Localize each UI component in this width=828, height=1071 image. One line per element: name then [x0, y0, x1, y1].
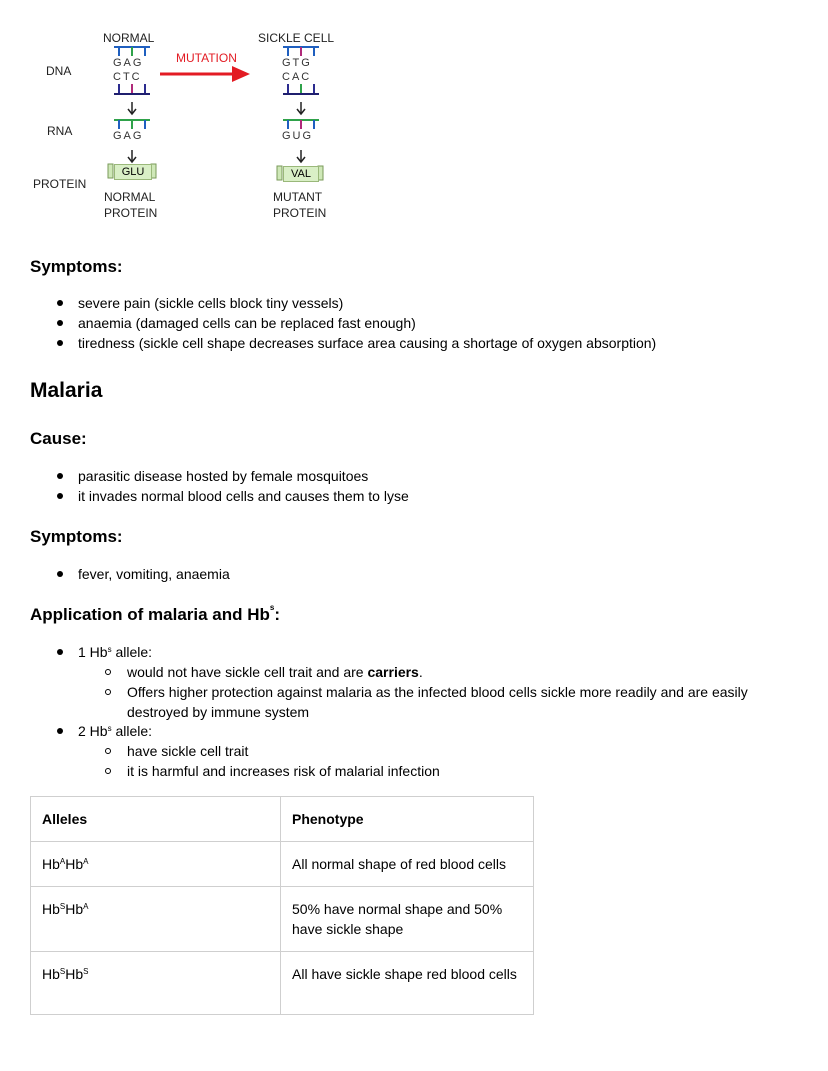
header-phenotype: Phenotype: [281, 797, 534, 842]
normal-protein-line2: PROTEIN: [104, 206, 158, 220]
rna-row-label: RNA: [47, 124, 73, 138]
normal-rna-strand: [114, 120, 150, 129]
normal-column-label: NORMAL: [103, 31, 155, 45]
list-item: anaemia (damaged cells can be replaced fast enough): [30, 313, 810, 333]
dna-strand-graphics: [0, 0, 420, 230]
phenotype-cell: All normal shape of red blood cells: [281, 842, 534, 887]
one-allele-sublist: [30, 662, 800, 722]
list-item: it invades normal blood cells and causes them to lyse: [30, 486, 810, 506]
normal-dna-top-strand: [114, 47, 150, 56]
table-row: [31, 887, 534, 952]
allele-cell: $Hb^SHb^S$: [31, 952, 281, 1015]
sickle-rna-strand: [283, 120, 319, 129]
dna-row-label: DNA: [46, 64, 72, 78]
list-item: severe pain (sickle cells block tiny vessels): [30, 293, 810, 313]
list-item-one-allele: 1 Hb$^s$ allele:: [30, 642, 810, 662]
sickle-rna-sequence: GUG: [282, 130, 314, 142]
sickle-dna-bottom-sequence: CAC: [282, 71, 312, 83]
list-item: Offers higher protection against malaria as the infected blood cells sickle more readily and are easily destroyed by immune system: [30, 682, 800, 722]
normal-dna-bottom-strand: [114, 84, 150, 94]
list-item: parasitic disease hosted by female mosquitoes: [30, 466, 810, 486]
two-allele-sublist: [30, 741, 800, 781]
table-row: [31, 842, 534, 887]
mutation-label: MUTATION: [176, 51, 237, 65]
alleles-phenotype-table: [30, 796, 534, 1015]
sickle-dna-top-sequence: GTG: [282, 57, 312, 69]
allele-cell: $Hb^AHb^A$: [31, 842, 281, 887]
malaria-title: Malaria: [30, 379, 103, 402]
phenotype-cell: All have sickle shape red blood cells: [281, 952, 534, 1015]
phenotype-cell: 50% have normal shape and 50% have sickle shape: [281, 887, 534, 952]
protein-row-label: PROTEIN: [33, 177, 87, 191]
sickle-cell-column-label: SICKLE CELL: [258, 31, 335, 45]
malaria-symptoms-heading: Symptoms:: [30, 527, 123, 546]
cause-heading: Cause:: [30, 429, 87, 448]
application-list: [30, 642, 810, 662]
normal-amino-acid-box: GLU: [114, 164, 152, 180]
header-alleles: Alleles: [31, 797, 281, 842]
cause-list: [30, 466, 810, 506]
list-item: tiredness (sickle cell shape decreases surface area causing a shortage of oxygen absorption): [30, 333, 810, 353]
normal-dna-top-sequence: GAG: [113, 57, 144, 69]
mutant-protein-line2: PROTEIN: [273, 206, 327, 220]
list-item-two-allele: 2 Hb$^s$ allele:: [30, 721, 810, 741]
symptoms-heading: Symptoms:: [30, 257, 123, 276]
list-item: would not have sickle cell trait and are carriers.: [30, 662, 800, 682]
normal-dna-bottom-sequence: CTC: [113, 71, 142, 83]
malaria-symptoms-list: [30, 564, 810, 584]
mutant-protein-line1: MUTANT: [273, 190, 323, 204]
application-list-two: [30, 721, 810, 741]
allele-cell: $Hb^SHb^A$: [31, 887, 281, 952]
normal-protein-line1: NORMAL: [104, 190, 156, 204]
normal-rna-sequence: GAG: [113, 130, 144, 142]
application-heading: Application of malaria and Hb$^s$:: [30, 603, 281, 624]
sickle-amino-acid-box: VAL: [283, 166, 319, 182]
table-header-row: [31, 797, 534, 842]
list-item: have sickle cell trait: [30, 741, 800, 761]
sickle-dna-top-strand: [283, 47, 319, 56]
symptoms-list: [30, 293, 810, 353]
list-item: it is harmful and increases risk of malarial infection: [30, 761, 800, 781]
sickle-dna-bottom-strand: [283, 84, 319, 94]
list-item: fever, vomiting, anaemia: [30, 564, 810, 584]
down-arrows: [128, 102, 305, 162]
table-row: [31, 952, 534, 1015]
mutation-arrow: [160, 66, 250, 82]
